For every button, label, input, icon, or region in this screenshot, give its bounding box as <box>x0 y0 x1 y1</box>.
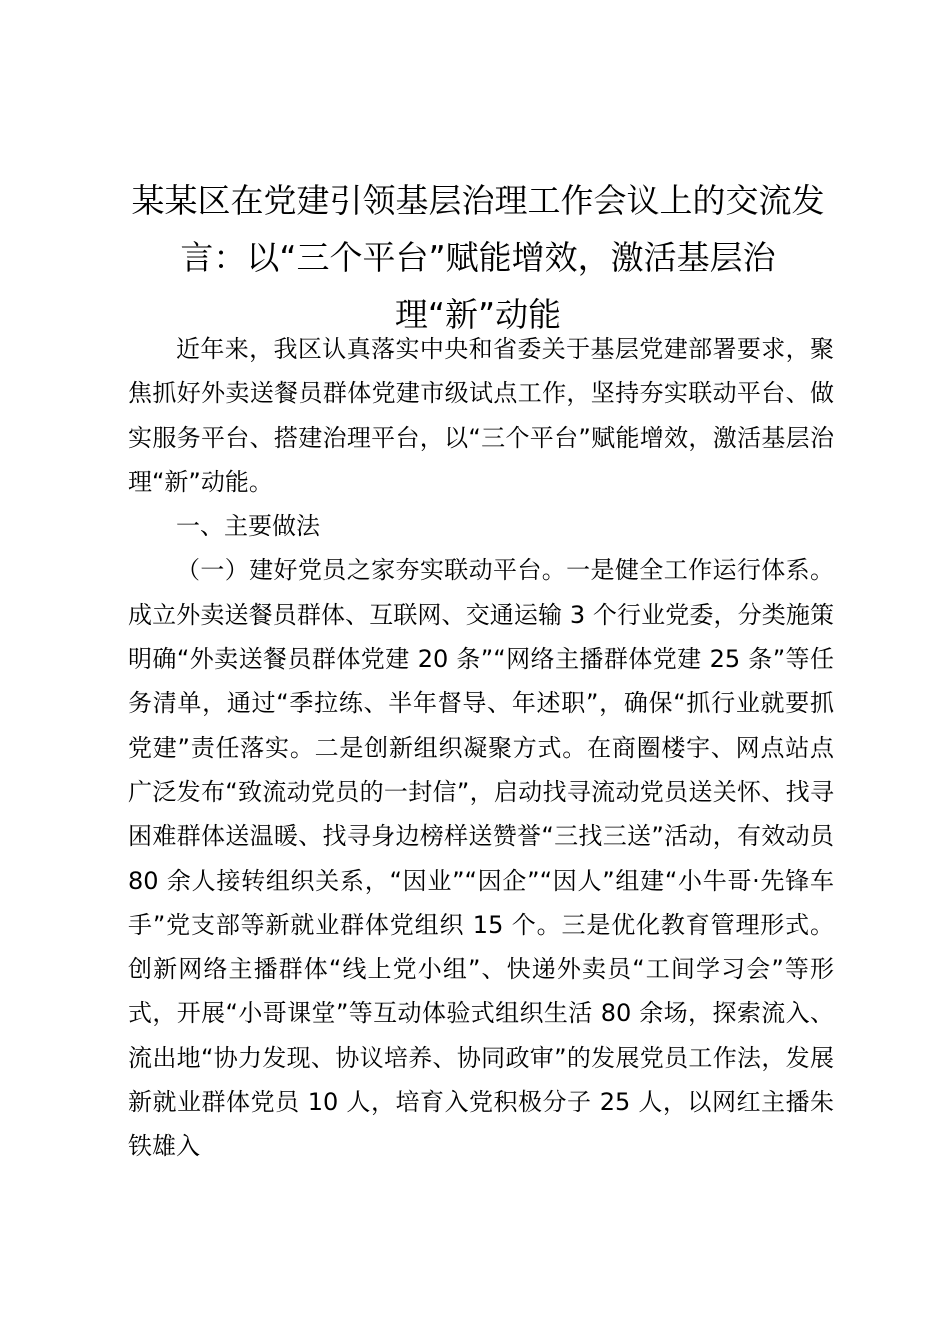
intro-paragraph: 近年来，我区认真落实中央和省委关于基层党建部署要求，聚焦抓好外卖送餐员群体党建市级试点工作，坚持夯实联动平台、做实服务平台、搭建治理平台，以“三个平台”赋能增效，激活基层治理“新”动能。 <box>128 335 834 496</box>
document-title: 某某区在党建引领基层治理工作会议上的交流发言：以“三个平台”赋能增效，激活基层治理“新”动能 <box>131 181 825 334</box>
section-heading: 一、主要做法 <box>176 512 320 541</box>
document-body <box>128 327 834 1169</box>
body-paragraph: （一）建好党员之家夯实联动平台。一是健全工作运行体系。成立外卖送餐员群体、互联网、交通运输 3 个行业党委，分类施策明确“外卖送餐员群体党建 20 条”“网络主播群体党建 25 条”等任务清单，通过“季拉练、半年督导、年述职”，确保“抓行业就要抓党建”责任落实。二是创新组织凝聚方式。在商圈楼宇、网点站点广泛发布“致流动党员的一封信”，启动找寻流动党员送关怀、找寻困难群体送温暖、找寻身边榜样送赞誉“三找三送”活动，有效动员 80 余人接转组织关系，“因业”“因企”“因人”组建“小牛哥·先锋车手”党支部等新就业群体党组织 15 个。三是优化教育管理形式。创新网络主播群体“线上党小组”、快递外卖员“工间学习会”等形式，开展“小哥课堂”等互动体验式组织生活 80 余场，探索流入、流出地“协力发现、协议培养、协同政审”的发展党员工作法，发展新就业群体党员 10 人，培育入党积极分子 25 人，以网红主播朱铁雄入 <box>128 556 834 1161</box>
